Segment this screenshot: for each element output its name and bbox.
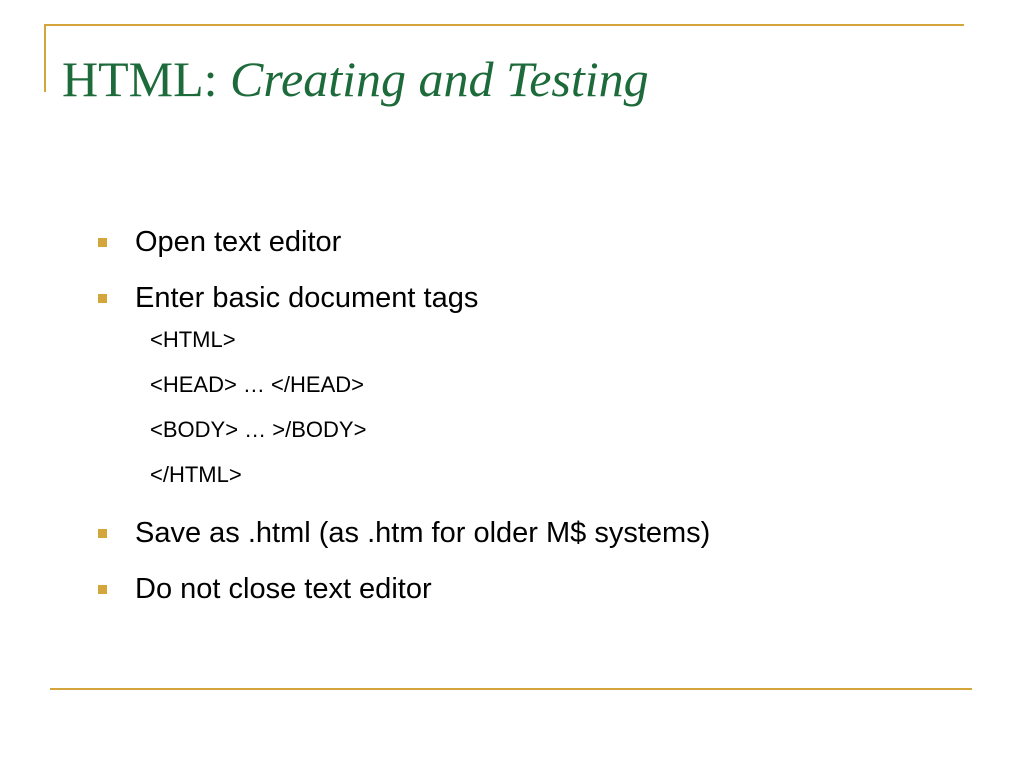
frame-top-rule xyxy=(44,24,964,26)
frame-bottom-rule xyxy=(50,688,972,690)
bullet-item xyxy=(98,278,978,318)
slide-title xyxy=(62,52,649,107)
bullet-item xyxy=(98,513,978,553)
sub-item: </HTML> xyxy=(150,462,242,487)
title-italic: Creating and Testing xyxy=(230,51,649,107)
bullet-text: Do not close text editor xyxy=(135,572,432,605)
square-bullet-icon xyxy=(98,585,107,594)
bullet-text: Save as .html (as .htm for older M$ systems) xyxy=(135,516,711,549)
sub-item: <BODY> … >/BODY> xyxy=(150,417,367,442)
title-plain: HTML: xyxy=(62,51,231,107)
bullet-text: Open text editor xyxy=(135,225,342,258)
slide-body xyxy=(98,222,978,625)
sub-item: <HTML> xyxy=(150,327,236,352)
bullet-item xyxy=(98,222,978,262)
frame-left-rule xyxy=(44,24,46,92)
sub-item: <HEAD> … </HEAD> xyxy=(150,372,364,397)
square-bullet-icon xyxy=(98,529,107,538)
bullet-item xyxy=(98,569,978,609)
square-bullet-icon xyxy=(98,238,107,247)
square-bullet-icon xyxy=(98,294,107,303)
bullet-text: Enter basic document tags xyxy=(135,281,479,314)
